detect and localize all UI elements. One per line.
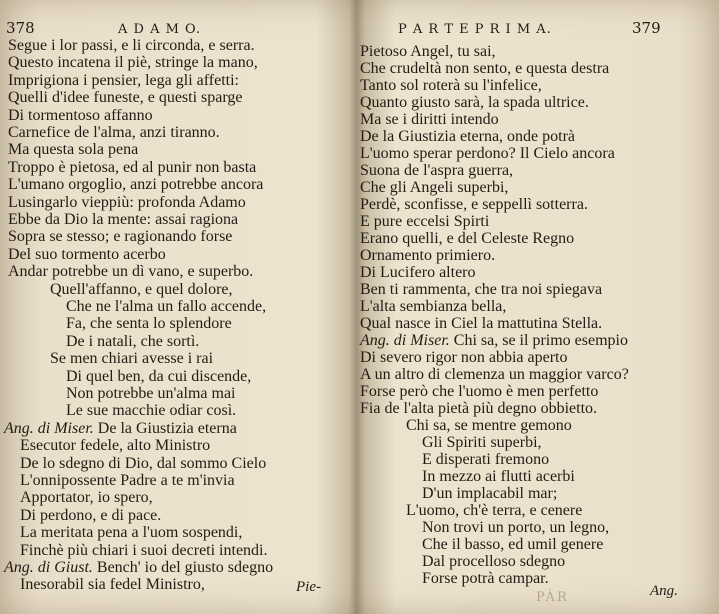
verse-line bbox=[360, 43, 496, 61]
verse-text: Forse però che l'uomo è men perfetto bbox=[360, 383, 599, 400]
verse-text: E pure eccelsi Spirti bbox=[360, 213, 490, 230]
verse-text: Che il basso, ed umil genere bbox=[422, 536, 604, 553]
verse-line bbox=[360, 213, 489, 231]
verse-line bbox=[8, 124, 220, 142]
verse-text: Di severo rigor non abbia aperto bbox=[360, 349, 568, 366]
page-number: 379 bbox=[632, 19, 661, 37]
verse-text: L'umano orgoglio, anzi potrebbe ancora bbox=[8, 176, 264, 194]
verse-line bbox=[360, 162, 513, 180]
verse-text: Di perdono, e di pace. bbox=[20, 506, 162, 524]
verse-line bbox=[360, 77, 542, 95]
verse-text: Esecutor fedele, alto Ministro bbox=[20, 437, 211, 455]
verse-text: Quanto giusto sarà, la spada ultrice. bbox=[360, 94, 589, 111]
verse-text: Ben ti rammenta, che tra noi spiegava bbox=[360, 281, 603, 298]
verse-line bbox=[66, 315, 232, 333]
verse-line bbox=[360, 264, 476, 282]
verse-line bbox=[20, 455, 266, 473]
verse-line bbox=[360, 196, 588, 214]
verse-line bbox=[66, 402, 236, 420]
verse-line bbox=[20, 542, 268, 560]
verse-text: Imprigiona i pensier, lega gli affetti: bbox=[8, 71, 239, 89]
running-header: P A R T E P R I M A. bbox=[398, 22, 552, 37]
verse-text: Erano quelli, e del Celeste Regno bbox=[360, 230, 575, 247]
verse-text: Andar potrebbe un dì vano, e superbo. bbox=[8, 263, 254, 281]
verse-line bbox=[360, 315, 602, 333]
left-page bbox=[0, 0, 343, 614]
catchword: Pie- bbox=[296, 579, 321, 595]
speaker-label: Ang. di Miser. bbox=[4, 419, 94, 437]
verse-text: Perdè, sconfisse, e seppellì sotterra. bbox=[360, 196, 588, 213]
verse-line bbox=[8, 72, 239, 90]
verse-text: Chi sa, se mentre gemono bbox=[406, 417, 572, 434]
verse-line bbox=[422, 434, 542, 452]
verse-text: Che gli Angeli superbi, bbox=[360, 179, 509, 196]
verse-text: A un altro di clemenza un maggior varco? bbox=[360, 366, 629, 383]
verse-line bbox=[422, 468, 575, 486]
verse-text: De lo sdegno di Dio, dal sommo Cielo bbox=[20, 454, 267, 472]
verse-text: Segue i lor passi, e li circonda, e serra. bbox=[8, 37, 255, 54]
verse-text: Se men chiari avesse i rai bbox=[50, 350, 214, 368]
verse-text: Del suo tormento acerbo bbox=[8, 245, 166, 263]
verse-line bbox=[360, 332, 628, 350]
verse-text: Non trovi un porto, un legno, bbox=[422, 519, 610, 536]
verse-text: Fia de l'alta pietà più degno obbietto. bbox=[360, 400, 598, 417]
verse-line bbox=[20, 472, 235, 490]
verse-text: D'un implacabil mar; bbox=[422, 485, 558, 502]
verse-line bbox=[8, 54, 258, 72]
verse-text: Ma questa sola pena bbox=[8, 141, 139, 159]
verse-text: Sopra se stesso; e ragionando forse bbox=[8, 228, 233, 246]
verse-line bbox=[360, 349, 567, 367]
catchword: Ang. bbox=[650, 583, 678, 599]
verse-line bbox=[20, 437, 210, 455]
verse-text: Ma se i diritti intendo bbox=[360, 111, 499, 128]
verse-text: Che crudeltà non sento, e questa destra bbox=[360, 60, 610, 77]
verse-text: Pietoso Angel, tu sai, bbox=[360, 43, 496, 60]
verse-line bbox=[8, 211, 238, 229]
verse-text: Qual nasce in Ciel la mattutina Stella. bbox=[360, 315, 603, 332]
verse-text: L'uomo sperar perdono? Il Cielo ancora bbox=[360, 145, 615, 162]
verse-line bbox=[66, 333, 199, 351]
verse-text: Fa, che senta lo splendore bbox=[66, 315, 232, 333]
verse-text: Di quel ben, da cui discende, bbox=[66, 367, 252, 385]
running-header: A D A M O. bbox=[118, 22, 202, 37]
verse-line bbox=[20, 507, 161, 525]
verse-text: Quell'affanno, e quel dolore, bbox=[50, 280, 233, 298]
verse-text: Apportator, io spero, bbox=[20, 489, 153, 507]
verse-line bbox=[50, 281, 233, 299]
verse-text: Dal procelloso sdegno bbox=[422, 553, 566, 570]
verse-line bbox=[4, 559, 273, 577]
verse-line bbox=[360, 281, 602, 299]
verse-line bbox=[20, 489, 153, 507]
right-page bbox=[346, 0, 719, 614]
verse-line bbox=[8, 176, 263, 194]
verse-line bbox=[66, 298, 266, 316]
verse-line bbox=[8, 263, 253, 281]
verse-line bbox=[8, 194, 246, 212]
verse-line bbox=[360, 128, 575, 146]
verse-line bbox=[360, 111, 499, 129]
speaker-label: Ang. di Miser. bbox=[360, 332, 450, 349]
verse-text: In mezzo ai flutti acerbi bbox=[422, 468, 575, 485]
verse-line bbox=[360, 366, 629, 384]
verse-line bbox=[406, 502, 582, 520]
verse-line bbox=[4, 420, 237, 438]
verse-line bbox=[422, 485, 557, 503]
verse-text: E disperati fremono bbox=[422, 451, 550, 468]
verse-text: Bench' io del giusto sdegno bbox=[92, 559, 274, 576]
verse-text: Forse potrà campar. bbox=[422, 570, 549, 587]
verse-line bbox=[66, 368, 251, 386]
verse-text: Che ne l'alma un fallo accende, bbox=[66, 298, 267, 315]
verse-text: Gli Spiriti superbi, bbox=[422, 434, 542, 451]
verse-text: Chi sa, se il primo esempio bbox=[449, 332, 628, 349]
verse-text: De la Giustizia eterna bbox=[93, 419, 237, 437]
verse-line bbox=[360, 298, 506, 316]
verse-line bbox=[422, 570, 549, 588]
verse-line bbox=[66, 385, 236, 403]
verse-text: De i natali, che sortì. bbox=[66, 332, 200, 350]
verse-line bbox=[360, 60, 609, 78]
verse-line bbox=[360, 383, 598, 401]
verse-text: Tanto sol roterà su l'infelice, bbox=[360, 77, 542, 94]
verse-text: La meritata pena a l'uom sospendi, bbox=[20, 524, 243, 542]
verse-line bbox=[422, 451, 549, 469]
verse-line bbox=[20, 524, 242, 542]
verse-line bbox=[50, 350, 213, 368]
verse-line bbox=[360, 179, 508, 197]
verse-text: Troppo è pietosa, ed al punir non basta bbox=[8, 158, 257, 176]
verse-line bbox=[360, 94, 589, 112]
verse-text: Di Lucifero altero bbox=[360, 264, 476, 281]
verse-line bbox=[422, 519, 609, 537]
verse-text: L'alta sembianza bella, bbox=[360, 298, 507, 315]
verse-text: Finchè più chiari i suoi decreti intendi. bbox=[20, 541, 268, 559]
verse-line bbox=[406, 417, 572, 435]
bleed-through-text: PÀR bbox=[536, 590, 569, 605]
verse-text: De la Giustizia eterna, onde potrà bbox=[360, 128, 576, 145]
speaker-label: Ang. di Giust. bbox=[4, 559, 93, 576]
verse-text: Ornamento primiero. bbox=[360, 247, 496, 264]
verse-text: Lusingarlo vieppiù: profonda Adamo bbox=[8, 193, 246, 211]
verse-line bbox=[8, 89, 243, 107]
verse-text: Carnefice de l'alma, anzi tiranno. bbox=[8, 124, 220, 141]
verse-line bbox=[360, 247, 495, 265]
verse-line bbox=[20, 576, 205, 594]
verse-line bbox=[360, 230, 574, 248]
verse-text: Ebbe da Dio la mente: assai ragiona bbox=[8, 211, 239, 228]
verse-line bbox=[8, 141, 138, 159]
verse-line bbox=[8, 246, 166, 264]
verse-line bbox=[360, 145, 615, 163]
verse-line bbox=[422, 536, 603, 554]
verse-line bbox=[8, 159, 256, 177]
verse-text: Suona de l'aspra guerra, bbox=[360, 162, 514, 179]
verse-text: L'onnipossente Padre a te m'invia bbox=[20, 472, 235, 489]
verse-text: Quelli d'idee funeste, e questi sparge bbox=[8, 89, 243, 107]
verse-text: Inesorabil sia fedel Ministro, bbox=[20, 576, 205, 594]
verse-text: Di tormentoso affanno bbox=[8, 106, 153, 124]
verse-text: Le sue macchie odiar così. bbox=[66, 402, 237, 420]
verse-text: Questo incatena il piè, stringe la mano, bbox=[8, 54, 258, 72]
verse-line bbox=[8, 228, 232, 246]
verse-text: L'uomo, ch'è terra, e cenere bbox=[406, 502, 583, 519]
verse-text: Non potrebbe un'alma mai bbox=[66, 385, 236, 402]
verse-line bbox=[8, 107, 153, 125]
verse-line bbox=[422, 553, 565, 571]
verse-line bbox=[360, 400, 597, 418]
verse-line bbox=[8, 37, 255, 55]
page-number: 378 bbox=[6, 19, 35, 37]
